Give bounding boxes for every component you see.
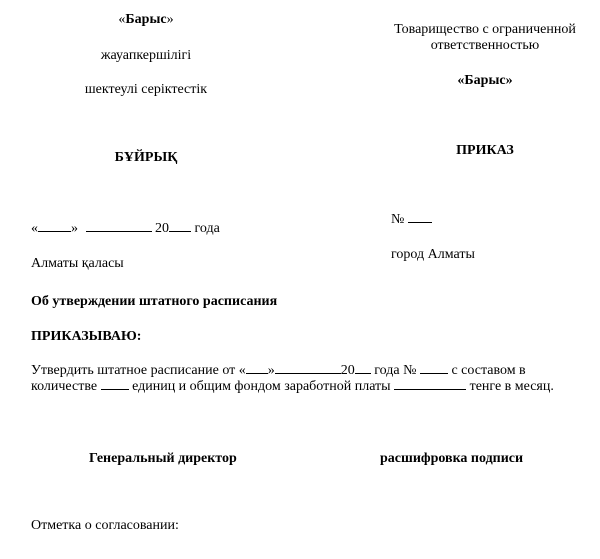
signature-decoding: расшифровка подписи — [380, 451, 524, 466]
order-number-line: № — [391, 212, 432, 228]
left-header-line2: жауапкершілігі — [100, 48, 192, 63]
left-org-name: «Барыс» — [118, 12, 174, 27]
body-line-2: количестве единиц и общим фондом заработной платы тенге в месяц. — [31, 379, 554, 394]
signature-position: Генеральный директор — [89, 451, 237, 466]
right-header-line2: ответственностью — [430, 38, 540, 53]
city-right: город Алматы — [391, 247, 475, 262]
approval-mark: Отметка о согласовании: — [31, 518, 179, 533]
city-left: Алматы қаласы — [31, 256, 124, 271]
left-title: БҰЙРЫҚ — [114, 150, 178, 165]
body-line-1: Утвердить штатное расписание от « » 20 года № с составом в — [31, 363, 526, 378]
right-header-line1: Товарищество с ограниченной — [394, 22, 576, 37]
date-line: « » 20 года — [31, 221, 220, 236]
order-word: ПРИКАЗЫВАЮ: — [31, 329, 142, 344]
order-subject: Об утверждении штатного расписания — [31, 294, 278, 309]
right-title: ПРИКАЗ — [456, 143, 514, 158]
right-org-name: «Барыс» — [457, 73, 513, 88]
left-org-name-text: Барыс — [125, 12, 167, 27]
left-header-line3: шектеулі серіктестік — [84, 82, 208, 97]
